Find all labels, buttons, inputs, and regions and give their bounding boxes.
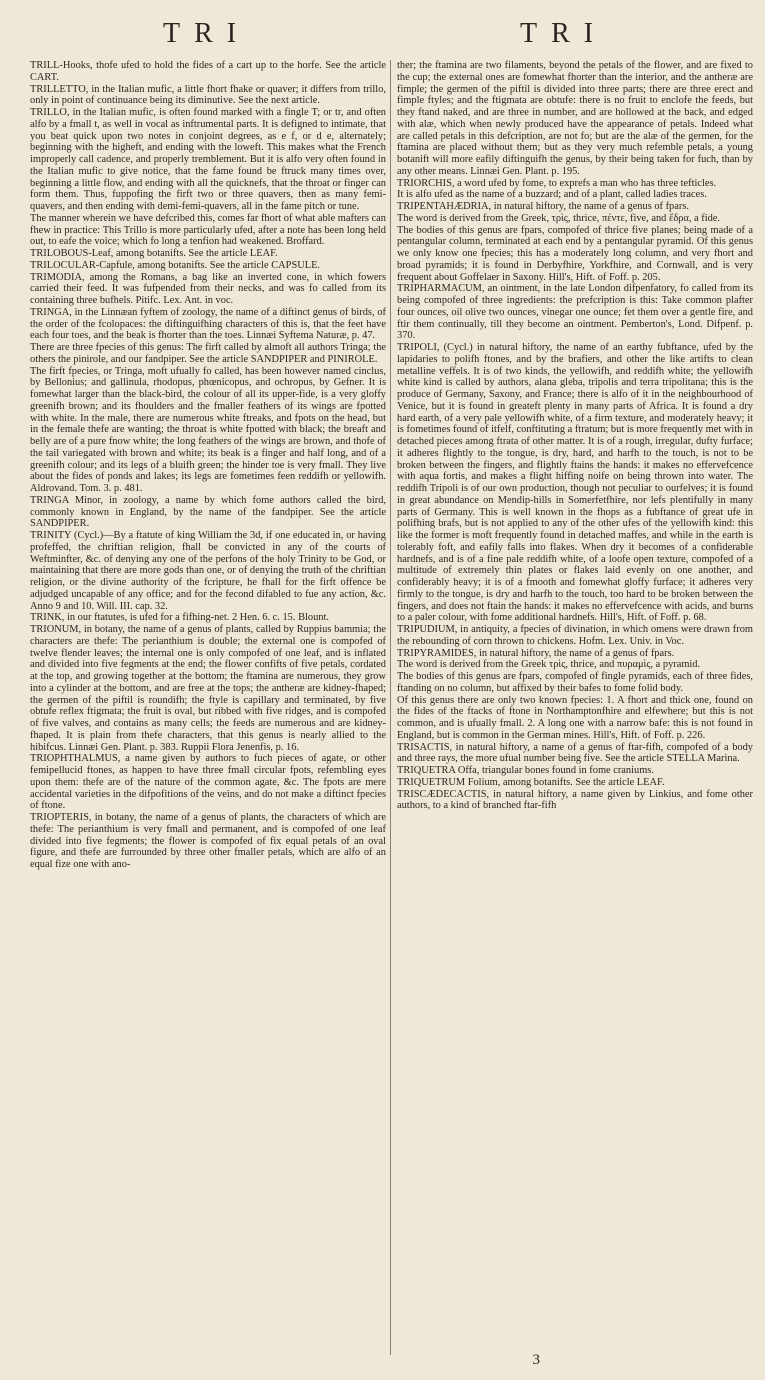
entry-paragraph: TRIPOLI, (Cycl.) in natural hiftory, the name of an earthy fubftance, ufed by the lapidaries to polifh ftones, and by the brafiers, and other the like artifts to clean metalline veffels. It is of two kinds, the yellowifh, and reddifh white; the yellowifh white kind is called by authors, alana gleba, tripolis and terra tripolitana; this is the produce of Germany, Saxony, and France; there is alfo of it in the neighbourhood of Venice, but it is found in greateft plenty in many parts of Africa. It is found a dry hard earth, of a very pale yellowifh white, of a firm texture, and moderately heavy; it is fometimes found of itfelf, conftituting a ftratum; but is more frequently met with in detached pieces among ftrata of other matter. It is of a rough, irregular, dufty furface; it adheres flightly to the tongue, is dry, hard, and harfh to the touch, is not to be broken between the fingers, and flightly ftains the hands: it makes no effervefcence with aqua fortis, and makes a flight hiffing noife on being thrown into water. The reddifh Tripoli is of our own production, though not peculiar to ourfelves; it is found in great abundance on Mendip-hills in Somerfetfhire, nor lefs plentifully in many parts of Germany. This is well known in the fhops as a fubftance of great ufe in polifhing brafs, but is not applied to any of the other ufes of the yellowifh kind: this like the former is moft frequently found in detached maffes, and while in the earth is tolerably foft, and eafily falls into flakes. When dry it becomes of a confiderable hardnefs, and is of a fine pale reddifh white, of a loofe open texture, compofed of a multitude of extremely thin plates or flakes laid evenly on one another, and confiderably heavy; it is of a fmooth and fomewhat gloffy furface; it adheres very firmly to the tongue, is dry and harfh to the touch, too hard to be broken between the fingers, and does not ftain the hands: it makes no effervefcence with acids, and burns to a paler colour, with fome additional hardnefs. Hill's, Hift. of Foff. p. 68. (397, 342, 753, 624)
running-head-right: TRI (520, 18, 608, 49)
entry-paragraph: TRILOCULAR-Capfule, among botanifts. See the article CAPSULE. (30, 259, 321, 271)
entry-paragraph: TRIMODIA, among the Romans, a bag like an inverted cone, in which fowers carried their feed. It was fufpended from their necks, and was fo called from its containing three bufhels. Pitifc. Lex. Ant. in voc. (30, 271, 386, 306)
entry-paragraph: TRINK, in our ftatutes, is ufed for a fifhing-net. 2 Hen. 6. c. 15. Blount. (30, 612, 329, 624)
entry-paragraph: It is alfo ufed as the name of a buzzard; and of a plant, called ladies traces. (397, 189, 707, 201)
column-divider (390, 60, 391, 1355)
entry-paragraph: The manner wherein we have defcribed this, comes far fhort of what able mafters can fhew in practice: This Trillo is more particularly ufed, after a note has been long held out, to eafe the voice; which fo long a tenfion had weakened. Broffard. (30, 212, 386, 248)
entry-paragraph: TRINGA, in the Linnæan fyftem of zoology, the name of a diftinct genus of birds, of the order of the fcolopaces: the diftinguifhing characters of this is, that the feet have each four toes, and the beak is fhorter than the toes. Linnæi Syftema Naturæ, p. 47. (30, 306, 386, 342)
entry-paragraph: TRIPYRAMIDES, in natural hiftory, the name of a genus of fpars. (397, 647, 675, 659)
entry-paragraph: The word is derived from the Greek τρὶς, thrice, and πυραμὶς, a pyramid. (397, 659, 701, 671)
entry-paragraph: The bodies of this genus are fpars, compofed of fingle pyramids, each of three fides, ftanding on no column, but affixed by their bafes to fome folid body. (397, 671, 753, 694)
page-number: 3 (532, 1352, 540, 1368)
entry-paragraph: TRILOBOUS-Leaf, among botanifts. See the article LEAF. (30, 248, 278, 259)
entry-paragraph: The word is derived from the Greek, τρὶς, thrice, πέντε, five, and ἕδρα, a fide. (397, 212, 721, 224)
entry-paragraph: TRIQUETRA Offa, triangular bones found in fome craniums. (397, 765, 654, 776)
entry-paragraph: TRINITY (Cycl.)—By a ftatute of king William the 3d, if one educated in, or having profeffed, the chriftian religion, fhall be convicted in any of the courts of Weftminfter, &c. of denying any one of the perfons of the holy Trinity to be God, or maintaining that there are more gods than one, or of denying the truth of the chriftian religion, or the divine authority of the fcripture, he fhall for the firft offence be adjudged uncapable of any office; and for the fecond difabled to fue any action, &c. Anno 9 and 10. Will. III. cap. 32. (30, 530, 386, 612)
entry-paragraph: TRINGA Minor, in zoology, a name by which fome authors called the bird, commonly known in England, by the name of the fandpiper. See the article SANDPIPER. (30, 494, 386, 530)
entry-paragraph: The firft fpecies, or Tringa, moft ufually fo called, has been however named cinclus, by Bellonius; and gallinula, rhodopus, phœnicopus, and ochropus, by Gefner. It is fomewhat larger than the black-bird, the colour of all its upper-fide, is a very gloffy greenifh brown; and its fhoulders and the fmaller feathers of its wings are fpotted with white. In the male, there are numerous white ftreaks, and fpots on the head, but in the female thefe are wanting; the throat is white fpotted with black; the breaft and belly are of a pure fnow white; the long feathers of the wings are brown, and thofe of the tail variegated with brown and white; its beak is a finger and half long, and of a greenifh colour; and its legs of a bluifh green; the hinder toe is very fmall. They live about the fides of ponds and lakes; its legs are fometimes feen reddifh or yellowifh. Aldrovand. Tom. 3. p. 481. (30, 365, 386, 494)
entry-paragraph: The bodies of this genus are fpars, compofed of thrice five planes; being made of a pentangular column, terminated at each end by a pentangular pyramid. Of this genus we only know one fpecies; this has a moderately long column, and very fhort and broad pyramids; it is found in Derbyfhire, Yorkfhire, and Cornwall, and is very frequent about Goffelaer in Saxony. Hill's, Hift. of Foff. p. 205. (397, 224, 753, 283)
left-column (30, 60, 386, 1360)
entry-paragraph: TRISACTIS, in natural hiftory, a name of a genus of ftar-fifh, compofed of a body and three rays, the more ufual number being five. See the article STELLA Marina. (397, 741, 753, 765)
entry-paragraph: TRIPHARMACUM, an ointment, in the late London difpenfatory, fo called from its being compofed of three ingredients: the prefcription is this: Take common plafter four ounces, oil olive two ounces, vinegar one ounce; fet them over a gentle fire, and ftir them continually, till they become an ointment. Pemberton's, Lond. Difpenf. p. 370. (397, 283, 753, 342)
entry-paragraph: TRIOPTERIS, in botany, the name of a genus of plants, the characters of which are thefe: The perianthium is very fmall and permanent, and is compofed of one leaf divided into five fegments; the flower is compofed of fix equal petals of an oval figure, and thefe are furrounded by three other fmaller petals, which are alfo of an equal fize one with ano- (30, 812, 386, 870)
entry-paragraph: ther; the ftamina are two filaments, beyond the petals of the flower, and are fixed to the cup; the external ones are fomewhat fhorter than the interior, and the antheræ are fimple; the germen of the piftil is divided into three parts; there are three erect and fimple ftyles; and the ftigmata are obtufe: there is no fruit to enclofe the feeds, but they ftand naked, and are three in number, and are hollowed at the back, and edged with alæ, which when newly produced have the appearance of petals. Indeed what are called petals in this defcription, are not fo; but are the alæ of the germen, for the ftamina are placed without them; but as they very much refemble petals, a young botanift will more eafily diftinguifh the genus, by their being taken for fuch, than by any other means. Linnæi Gen. Plant. p. 195. (397, 60, 753, 177)
entry-paragraph: TRIORCHIS, a word ufed by fome, to exprefs a man who has three tefticles. (397, 177, 717, 189)
right-column (397, 60, 753, 1360)
entry-paragraph: TRIONUM, in botany, the name of a genus of plants, called by Ruppius bammia; the characters are thefe: The perianthium is double; the external one is compofed of twelve flender leaves; the internal one is only compofed of one leaf, and is inflated and divided into five fegments at the end; the flower confifts of five petals, cordated at the top, and growing together at the bottom; the ftamina are numerous, they grow into a cylinder at the bottom, and are free at the tops; the antheræ are kidney-fhaped; the germen of the piftil is roundifh; the ftyle is capillary and terminated, by five obtufe reflex ftigmata; the fruit is oval, but ribbed with five ridges, and is compofed of five valves, and contains as many cells; the feeds are numerous and are kidney-fhaped. It is plain from thefe characters, that this genus is nearly allied to the hibifcus. Linnæi Gen. Plant. p. 383. Ruppii Flora Jenenfis, p. 16. (30, 624, 386, 753)
entry-paragraph: TRIOPHTHALMUS, a name given by authors to fuch pieces of agate, or other femipellucid ftones, as happen to have three fmall circular fpots, refembling eyes upon them: thefe are of the nature of the common agate, &c. The fpots are mere accidental varieties in the difpofitions of the veins, and do not make a diftinct fpecies of ftone. (30, 753, 386, 812)
entry-paragraph: TRILL-Hooks, thofe ufed to hold the fides of a cart up to the horfe. See the article CART. (30, 60, 386, 83)
entry-paragraph: TRISCÆDECACTIS, in natural hiftory, a name given by Linkius, and fome other authors, to a kind of branched ftar-fifh (397, 788, 753, 812)
entry-paragraph: TRILLETTO, in the Italian mufic, a little fhort fhake or quaver; it differs from trillo, only in point of continuance being its diminutive. See the next article. (30, 83, 386, 107)
entry-paragraph: There are three fpecies of this genus: The firft called by almoft all authors Tringa; the others the pinirole, and our fandpiper. See the article SANDPIPER and PINIROLE. (30, 342, 386, 365)
entry-paragraph: TRIQUETRUM Folium, among botanifts. See the article LEAF. (397, 776, 665, 788)
running-head-left: TRI (163, 18, 251, 49)
entry-paragraph: TRIPUDIUM, in antiquity, a fpecies of divination, in which omens were drawn from the rebounding of corn thrown to chickens. Hofm. Lex. Univ. in Voc. (397, 624, 753, 647)
entry-paragraph: TRILLO, in the Italian mufic, is often found marked with a fingle T; or tr, and often alfo by a fmall t, as well in vocal as inftrumental parts. It is defigned to intimate, that you beat quick upon two notes in conjoint degrees, as e f, or d e, alternately; beginning with the higheft, and ending with the loweft. This makes what the French improperly call cadence, and properly tremblement. But it is alfo very often found in the Italian mufic to give notice, that the fame found be ftruck many times over, beginning a little flow, and ending with all the quicknefs, that the throat or finger can form them. Thus, fuppofing the firft two or three quavers, then as many femi-quavers, and then ending with demi-femi-quavers, all in the fame pitch or tune. (30, 107, 386, 212)
entry-paragraph: TRIPENTAHÆDRIA, in natural hiftory, the name of a genus of fpars. (397, 201, 689, 212)
entry-paragraph: Of this genus there are only two known fpecies: 1. A fhort and thick one, found on the fides of the ftacks of ftone in Northamptonfhire and elfewhere; but this is not common, and is ufually fmall. 2. A long one with a narrow bafe: this is not found in England, but is common in the German mines. Hill's, Hift. of Foff. p. 226. (397, 694, 753, 741)
